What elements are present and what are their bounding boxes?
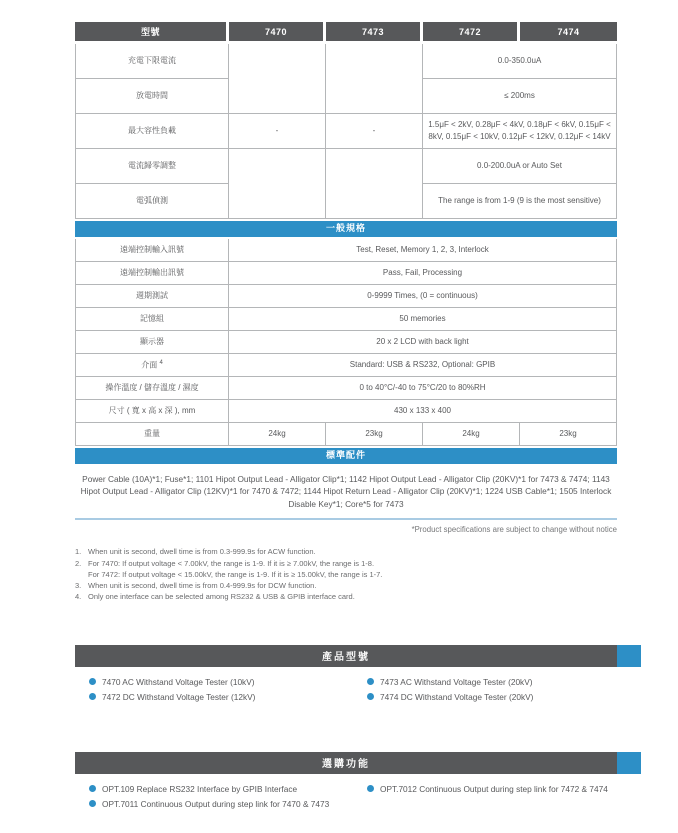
spec-change-note: *Product specifications are subject to change without notice xyxy=(411,525,617,535)
spec-row-label: 遠端控制輸出訊號 xyxy=(75,262,229,285)
spec-cell: 1.5μF < 2kV, 0.28μF < 4kV, 0.18μF < 6kV, 0.15μF < 8kV, 0.15μF < 10kV, 0.12μF < 12kV, 0.12μF < 14kV xyxy=(423,114,617,149)
table-row xyxy=(75,377,617,400)
list-item xyxy=(89,676,367,688)
footnote-item xyxy=(75,546,641,557)
footnote-item xyxy=(75,580,641,591)
spec-row-label: 記憶組 xyxy=(75,308,229,331)
list-item-label: OPT.7012 Continuous Output during step link for 7472 & 7474 xyxy=(380,783,608,794)
section-bar: 標準配件 xyxy=(75,446,617,466)
bullet-column xyxy=(367,783,641,813)
spec-row-label: 電弧偵測 xyxy=(75,184,229,219)
spec-table-column-header: 7474 xyxy=(520,22,617,44)
list-item-label: 7470 AC Withstand Voltage Tester (10kV) xyxy=(102,676,255,687)
spec-row-label: 週期測試 xyxy=(75,285,229,308)
spec-cell: 0.0-350.0uA xyxy=(423,44,617,79)
spec-cell: Standard: USB & RS232, Optional: GPIB xyxy=(229,354,617,377)
spec-cell: 20 x 2 LCD with back light xyxy=(229,331,617,354)
bullet-icon xyxy=(89,693,96,700)
table-row xyxy=(75,331,617,354)
spec-row-label: 顯示器 xyxy=(75,331,229,354)
spec-table-column-header: 7472 xyxy=(423,22,520,44)
table-row xyxy=(75,114,617,149)
spec-row-label: 電流歸零調整 xyxy=(75,149,229,184)
bullet-icon xyxy=(89,800,96,807)
list-item xyxy=(367,783,641,795)
spec-cell: 0.0-200.0uA or Auto Set xyxy=(423,149,617,184)
spec-cell: 430 x 133 x 400 xyxy=(229,400,617,423)
spec-cell: 24kg xyxy=(229,423,326,446)
list-item-label: OPT.7011 Continuous Output during step link for 7470 & 7473 xyxy=(102,798,330,809)
bullet-icon xyxy=(367,678,374,685)
spec-table-column-header: 7470 xyxy=(229,22,326,44)
spec-cell: 0 to 40°C/-40 to 75°C/20 to 80%RH xyxy=(229,377,617,400)
bullet-column xyxy=(89,783,367,813)
footnote-item xyxy=(75,558,641,581)
product-models-section xyxy=(75,645,641,706)
accent-square xyxy=(617,645,641,667)
footnotes xyxy=(75,546,641,602)
spec-cell xyxy=(229,149,326,219)
table-row xyxy=(75,446,617,466)
list-item-label: 7472 DC Withstand Voltage Tester (12kV) xyxy=(102,691,256,702)
spec-row-label: 操作溫度 / 儲存溫度 / 濕度 xyxy=(75,377,229,400)
spec-table-column-header: 7473 xyxy=(326,22,423,44)
bullet-icon xyxy=(367,693,374,700)
table-row xyxy=(75,308,617,331)
list-item xyxy=(89,691,367,703)
spec-table-column-header: 型號 xyxy=(75,22,229,44)
bullet-icon xyxy=(89,785,96,792)
table-row xyxy=(75,423,617,446)
spec-cell: ≤ 200ms xyxy=(423,79,617,114)
spec-cell: The range is from 1-9 (9 is the most sensitive) xyxy=(423,184,617,219)
footnote-number: 3. xyxy=(75,581,82,591)
spec-cell: Test, Reset, Memory 1, 2, 3, Interlock xyxy=(229,239,617,262)
spec-row-label: 最大容性負載 xyxy=(75,114,229,149)
footnote-number: 2. xyxy=(75,558,82,568)
spec-row-label: 充電下限電流 xyxy=(75,44,229,79)
spec-row-label: 遠端控制輸入訊號 xyxy=(75,239,229,262)
bullet-column xyxy=(367,676,641,706)
list-item xyxy=(89,783,367,795)
section-bar: 一般規格 xyxy=(75,219,617,239)
spec-cell: 0-9999 Times, (0 = continuous) xyxy=(229,285,617,308)
spec-row-label: 重量 xyxy=(75,423,229,446)
spec-table xyxy=(75,22,617,466)
product-models-header xyxy=(75,645,641,667)
footnote-item xyxy=(75,591,641,602)
spec-cell: Pass, Fail, Processing xyxy=(229,262,617,285)
table-row xyxy=(75,239,617,262)
list-item-label: 7474 DC Withstand Voltage Tester (20kV) xyxy=(380,691,534,702)
section-title: 選購功能 xyxy=(75,752,617,774)
footnote-text: For 7470: If output voltage < 7.00kV, the range is 1-9. If it is ≥ 7.00kV, the range is 1-8. For 7472: If output voltage < 15.00kV, the range is 1-9. If it is ≥ 15.00kV, the range is 1-7. xyxy=(88,558,383,579)
list-item-label: 7473 AC Withstand Voltage Tester (20kV) xyxy=(380,676,533,687)
spec-cell: - xyxy=(229,114,326,149)
list-item xyxy=(367,691,641,703)
spec-cell: 50 memories xyxy=(229,308,617,331)
list-item xyxy=(89,798,367,810)
footnote-number: 1. xyxy=(75,547,82,557)
footnote-text: When unit is second, dwell time is from 0.3-999.9s for ACW function. xyxy=(88,547,316,557)
options-list xyxy=(75,783,641,813)
spec-cell: 24kg xyxy=(423,423,520,446)
spec-cell: - xyxy=(326,114,423,149)
table-row xyxy=(75,149,617,184)
spec-row-label: 尺寸 ( 寬 x 高 x 深 ), mm xyxy=(75,400,229,423)
table-row xyxy=(75,262,617,285)
table-row xyxy=(75,219,617,239)
list-item-label: OPT.109 Replace RS232 Interface by GPIB Interface xyxy=(102,783,298,794)
table-row xyxy=(75,285,617,308)
bullet-icon xyxy=(367,785,374,792)
spec-cell: 23kg xyxy=(326,423,423,446)
spec-sheet xyxy=(75,22,641,813)
table-row xyxy=(75,354,617,377)
spec-cell xyxy=(229,44,326,114)
spec-table-header xyxy=(75,22,617,44)
footnote-text: When unit is second, dwell time is from 0.4-999.9s for DCW function. xyxy=(88,581,317,591)
footnote-number: 4. xyxy=(75,592,82,602)
bullet-column xyxy=(89,676,367,706)
product-models-list xyxy=(75,676,641,706)
accent-square xyxy=(617,752,641,774)
footnote-text: Only one interface can be selected among RS232 & USB & GPIB interface card. xyxy=(88,592,355,602)
section-title: 產品型號 xyxy=(75,645,617,667)
options-section xyxy=(75,752,641,813)
table-row xyxy=(75,44,617,79)
spec-row-label: 放電時間 xyxy=(75,79,229,114)
options-header xyxy=(75,752,641,774)
spec-cell xyxy=(326,149,423,219)
list-item xyxy=(367,676,641,688)
table-row xyxy=(75,400,617,423)
bullet-icon xyxy=(89,678,96,685)
spec-cell xyxy=(326,44,423,114)
spec-row-label: 介面 $^4$ xyxy=(75,354,229,377)
standard-accessories-text: Power Cable (10A)*1; Fuse*1; 1101 Hipot Output Lead - Alligator Clip*1; 1142 Hipot Output Lead - Alligator Clip (20KV)*1 for 7473 & 7474; 1143 Hipot Output Lead - Alligator Clip (12KV)*1 for 7470 & 7472; 1144 Hipot Return Lead - Alligator Clip (20KV)*1; 1224 USB Cable*1; 1505 Interlock Disable Key*1; Core*5 for 7473 xyxy=(75,466,617,520)
spec-cell: 23kg xyxy=(520,423,617,446)
